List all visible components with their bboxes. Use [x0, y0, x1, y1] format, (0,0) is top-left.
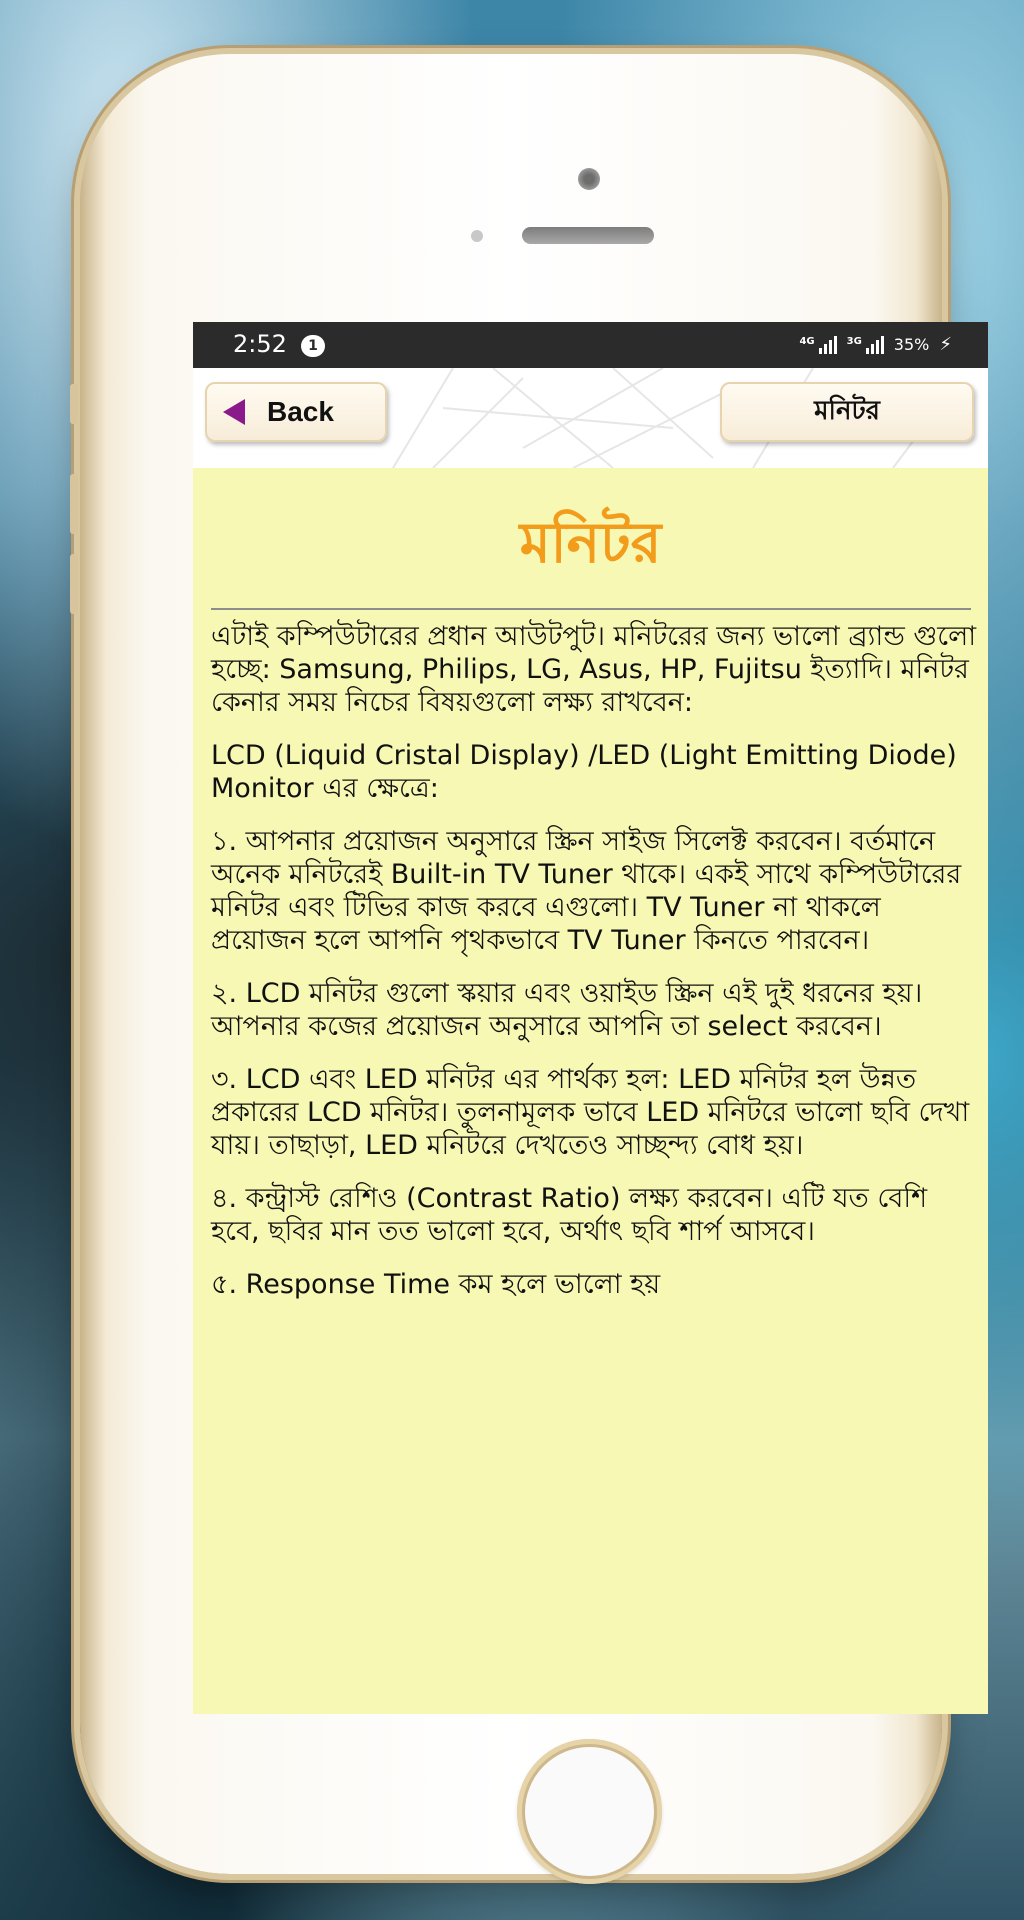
status-indicators	[799, 334, 952, 355]
battery-percent: 35%	[893, 335, 930, 354]
volume-down-button	[70, 554, 78, 614]
paragraph-point-5: ৫. Response Time কম হলে ভালো হয়	[211, 1269, 661, 1300]
network-type-label: 4G	[799, 335, 815, 347]
charging-bolt-icon: ⚡︎	[939, 334, 952, 355]
mute-switch	[70, 384, 78, 424]
back-button-label: Back	[267, 396, 334, 427]
status-bar	[193, 322, 988, 368]
home-button[interactable]	[517, 1739, 662, 1884]
left-triangle-icon	[223, 399, 245, 425]
paragraph-lcd-led: LCD (Liquid Cristal Display) /LED (Light Emitting Diode) Monitor এর ক্ষেত্রে:	[211, 740, 957, 804]
volume-up-button	[70, 474, 78, 534]
status-time: 2:52	[233, 330, 287, 358]
paragraph-point-3: ৩. LCD এবং LED মনিটর এর পার্থক্য হল: LED মনিটর হল উন্নত প্রকারের LCD মনিটর। তুলনামূলক ভাবে LED মনিটরে ভালো ছবি দেখা যায়। তাছাড়া, LED মনিটরে দেখতেও সাচ্ছন্দ্য বোধ হয়।	[211, 1064, 970, 1161]
front-camera	[578, 168, 600, 190]
proximity-sensor	[471, 230, 483, 242]
article-content	[193, 468, 988, 1714]
paragraph-intro: এটাই কম্পিউটারের প্রধান আউটপুট। মনিটরের জন্য ভালো ব্র্যান্ড গুলো হচ্ছে: Samsung, Philips, LG, Asus, HP, Fujitsu ইত্যাদি। মনিটর কেনার সময় নিচের বিষয়গুলো লক্ষ্য রাখবেন:	[211, 621, 977, 718]
title-divider	[211, 608, 971, 610]
paragraph-point-4: ৪. কন্ট্রাস্ট রেশিও (Contrast Ratio) লক্ষ্য করবেন। এটি যত বেশি হবে, ছবির মান তত ভালো হবে, অর্থাৎ ছবি শার্প আসবে।	[211, 1183, 928, 1247]
network-type-label: 3G	[846, 335, 862, 347]
back-button[interactable]	[205, 382, 387, 442]
signal-icon	[799, 336, 836, 354]
article-body	[211, 620, 981, 1321]
topic-title-button[interactable]: মনিটর	[720, 382, 974, 442]
app-header	[193, 368, 988, 468]
earpiece-speaker	[522, 227, 654, 244]
app-screen	[193, 322, 988, 1714]
page-title: মনিটর	[519, 511, 662, 576]
paragraph-point-1: ১. আপনার প্রয়োজন অনুসারে স্ক্রিন সাইজ সিলেক্ট করবেন। বর্তমানে অনেক মনিটরেই Built-in TV Tuner থাকে। একই সাথে কম্পিউটারের মনিটর এবং টিভির কাজ করবে এগুলো। TV Tuner না থাকলে প্রয়োজন হলে আপনি পৃথকভাবে TV Tuner কিনতে পারবেন।	[211, 826, 962, 956]
paragraph-point-2: ২. LCD মনিটর গুলো স্কয়ার এবং ওয়াইড স্ক্রিন এই দুই ধরনের হয়। আপনার কজের প্রয়োজন অনুসারে আপনি তা select করবেন।	[211, 978, 923, 1042]
signal-icon	[847, 336, 884, 354]
phone-frame	[80, 54, 977, 1874]
notification-badge: 1	[301, 335, 325, 357]
